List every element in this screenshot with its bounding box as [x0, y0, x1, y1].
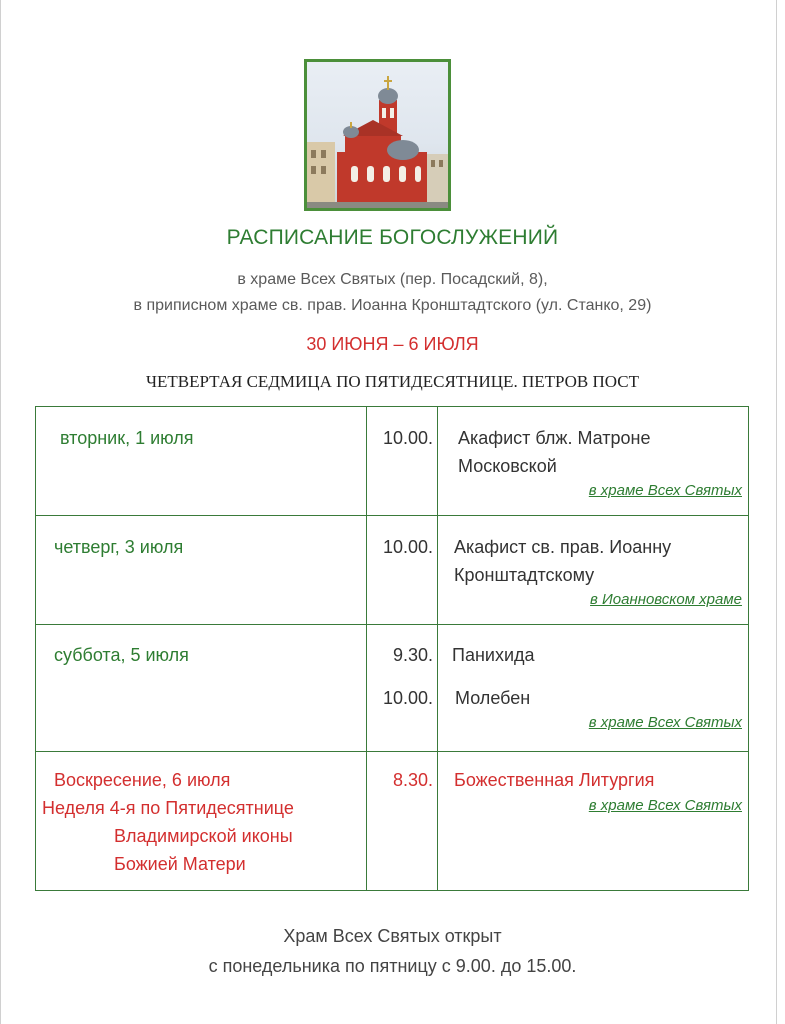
footer-line-2: с понедельника по пятницу с 9.00. до 15.00.	[208, 956, 577, 976]
subtitle-line-2: в приписном храме св. прав. Иоанна Кронштадтского (ул. Станко, 29)	[133, 297, 652, 314]
week-heading: ЧЕТВЕРТАЯ СЕДМИЦА ПО ПЯТИДЕСЯТНИЦЕ. ПЕТРОВ ПОСТ	[145, 372, 640, 391]
day-cell	[36, 516, 367, 625]
location-link[interactable]: в Иоанновском храме	[590, 591, 742, 608]
service-cell	[438, 752, 749, 891]
time-cell	[367, 407, 438, 516]
table-row	[36, 407, 749, 516]
service-time-2: 10.00.	[382, 688, 433, 708]
service-time: 10.00.	[382, 428, 433, 448]
day-cell	[36, 752, 367, 891]
table-row	[36, 516, 749, 625]
day-label: Воскресение, 6 июля	[54, 770, 231, 790]
feast-line-2: Божией Матери	[114, 854, 246, 874]
service-cell	[438, 625, 749, 752]
church-photo	[304, 59, 451, 211]
service-name-line-2: Кронштадтскому	[454, 565, 595, 585]
table-row	[36, 752, 749, 891]
service-time-1: 9.30.	[392, 645, 433, 665]
page-title: РАСПИСАНИЕ БОГОСЛУЖЕНИЙ	[226, 226, 559, 249]
service-cell	[438, 407, 749, 516]
footer-line-1: Храм Всех Святых открыт	[283, 926, 502, 946]
day-cell	[36, 407, 367, 516]
service-time: 10.00.	[382, 537, 433, 557]
service-name-2: Молебен	[455, 688, 531, 708]
service-time: 8.30.	[392, 770, 433, 790]
service-name: Божественная Литургия	[454, 770, 655, 790]
location-link[interactable]: в храме Всех Святых	[588, 714, 742, 731]
day-label: четверг, 3 июля	[54, 537, 184, 557]
location-link[interactable]: в храме Всех Святых	[588, 797, 742, 814]
service-name-1: Панихида	[452, 645, 535, 665]
sunday-title: Неделя 4-я по Пятидесятнице	[42, 798, 294, 818]
service-name-line-2: Московской	[458, 456, 557, 476]
day-label: суббота, 5 июля	[54, 645, 189, 665]
schedule-table	[35, 406, 749, 891]
service-cell	[438, 516, 749, 625]
location-link[interactable]: в храме Всех Святых	[588, 482, 742, 499]
time-cell	[367, 752, 438, 891]
time-cell	[367, 516, 438, 625]
subtitle-line-1: в храме Всех Святых (пер. Посадский, 8),	[237, 271, 548, 288]
time-cell	[367, 625, 438, 752]
service-name-line-1: Акафист блж. Матроне	[458, 428, 651, 448]
service-name-line-1: Акафист св. прав. Иоанну	[454, 537, 672, 557]
day-cell	[36, 625, 367, 752]
table-row	[36, 625, 749, 752]
date-range: 30 ИЮНЯ – 6 ИЮЛЯ	[306, 334, 479, 354]
day-label: вторник, 1 июля	[60, 428, 194, 448]
feast-line-1: Владимирской иконы	[114, 826, 293, 846]
